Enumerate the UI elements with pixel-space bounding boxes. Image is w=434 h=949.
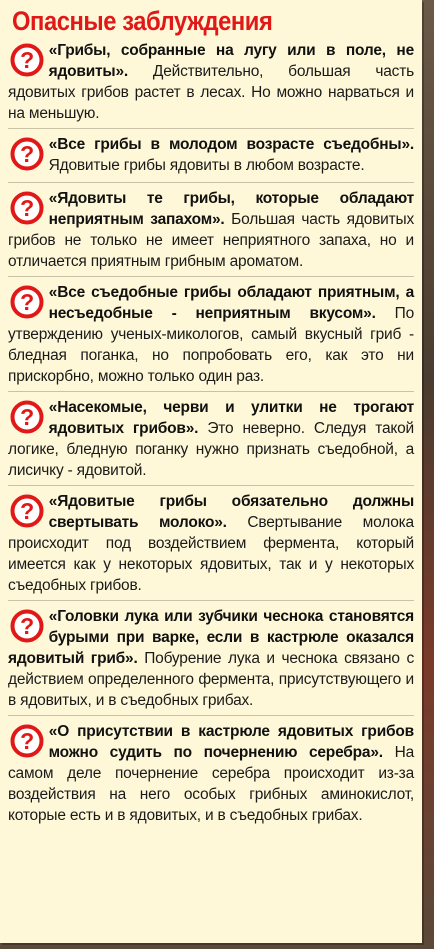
- explanation-text: Большая часть ядовитых грибов не только не имеет неприятного запаха, но и отличается приятным грибным ароматом.: [8, 211, 414, 270]
- divider: [8, 182, 414, 183]
- misconception-claim: «Грибы, собранные на лугу или в поле, не ядовиты».: [48, 42, 414, 80]
- explanation-text: Действительно, большая часть ядовитых грибов растет в лесах. Но можно нарваться и на меньшую.: [8, 63, 414, 122]
- misconception-claim: «Ядовиты те грибы, которые обладают неприятным запахом».: [48, 190, 414, 228]
- list-item: [8, 491, 414, 596]
- misconception-claim: «Головки лука или зубчики чеснока становятся бурыми при варке, если в кастрюле оказался ядовитый гриб».: [8, 608, 414, 667]
- item-text: [8, 188, 414, 272]
- explanation-text: По утверждению ученых-микологов, самый вкусный гриб - бледная поганка, но попробовать его, как это ни прискорбно, можно только один раз.: [8, 305, 414, 385]
- divider: [8, 128, 414, 129]
- divider: [8, 600, 414, 601]
- divider: [8, 485, 414, 486]
- question-mark-circle-icon: [10, 494, 44, 528]
- explanation-text: Ядовитые грибы ядовиты в любом возрасте.: [48, 157, 365, 174]
- svg-text:?: ?: [20, 289, 34, 315]
- svg-text:?: ?: [20, 728, 34, 754]
- divider: [8, 391, 414, 392]
- svg-text:?: ?: [20, 498, 34, 524]
- list-item: [8, 188, 414, 272]
- misconception-claim: «Все грибы в молодом возрасте съедобны».: [48, 136, 414, 153]
- article-title: Опасные заблуждения: [12, 6, 273, 36]
- svg-text:?: ?: [20, 613, 34, 639]
- list-item: [8, 282, 414, 387]
- question-mark-circle-icon: [10, 43, 44, 77]
- svg-text:?: ?: [20, 404, 34, 430]
- explanation-text: Это неверно. Следуя такой логике, бледную поганку нужно признать съедобной, а лисичку - ядовитой.: [8, 420, 414, 479]
- explanation-text: На самом деле почернение серебра происходит из-за воздействия на него особых грибных аминокислот, которые есть и в ядовитых, и в съедобных грибах.: [8, 744, 414, 824]
- item-text: [8, 40, 414, 124]
- item-text: [8, 282, 414, 387]
- question-mark-circle-icon: [10, 609, 44, 643]
- item-text: [8, 491, 414, 596]
- explanation-text: Побурение лука и чеснока связано с действием определенного фермента, присутствующего и в ядовитых, и в съедобных грибах.: [8, 650, 414, 709]
- svg-text:?: ?: [20, 195, 34, 221]
- list-item: [8, 134, 414, 178]
- misconception-claim: «О присутствии в кастрюле ядовитых грибов можно судить по почернению серебра».: [48, 723, 414, 761]
- misconception-claim: «Ядовитые грибы обязательно должны свертывать молоко».: [48, 493, 414, 531]
- divider: [8, 276, 414, 277]
- question-mark-circle-icon: [10, 191, 44, 225]
- question-mark-circle-icon: [10, 724, 44, 758]
- list-item: [8, 721, 414, 826]
- svg-text:?: ?: [20, 47, 34, 73]
- misconception-claim: «Все съедобные грибы обладают приятным, а несъедобные - неприятным вкусом».: [48, 284, 414, 322]
- item-text: [8, 721, 414, 826]
- item-text: [8, 397, 414, 481]
- question-mark-circle-icon: [10, 137, 44, 171]
- list-item: [8, 397, 414, 481]
- item-text: [8, 134, 414, 176]
- item-text: [8, 606, 414, 711]
- divider: [8, 715, 414, 716]
- svg-text:?: ?: [20, 141, 34, 167]
- misconception-claim: «Насекомые, черви и улитки не трогают ядовитых грибов».: [48, 399, 414, 437]
- list-item: [8, 606, 414, 711]
- question-mark-circle-icon: [10, 285, 44, 319]
- list-item: [8, 40, 414, 124]
- question-mark-circle-icon: [10, 400, 44, 434]
- misconceptions-list: [8, 40, 414, 826]
- explanation-text: Свертывание молока происходит под воздействием фермента, который имеется как у некоторых ядовитых, так и у некоторых съедобных грибов.: [8, 514, 414, 594]
